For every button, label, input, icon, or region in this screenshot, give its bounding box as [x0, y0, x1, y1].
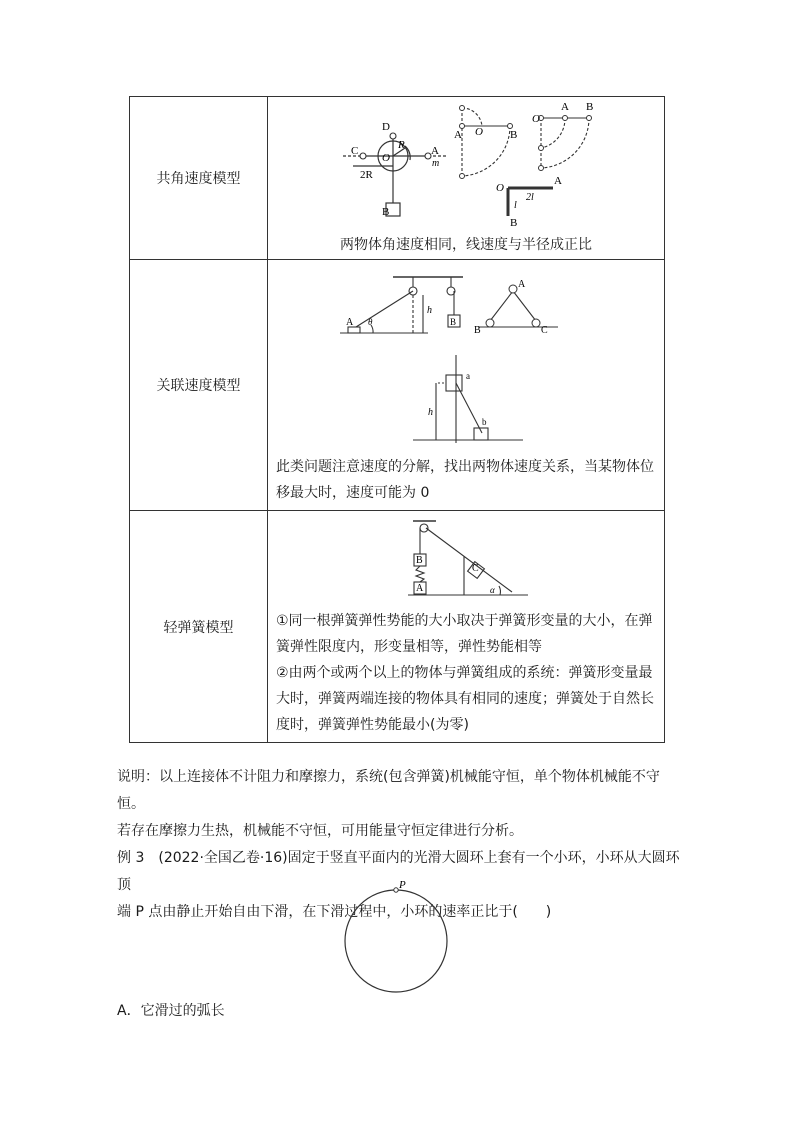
text-line: ①同一根弹簧弹性势能的大小取决于弹簧形变量的大小，在弹: [276, 612, 653, 629]
label-A2: A: [518, 278, 526, 290]
label-A: A: [346, 316, 354, 328]
text-line: 移最大时，速度可能为 0: [276, 484, 430, 501]
label-B3: B: [586, 101, 594, 113]
label-R: R: [398, 139, 405, 151]
label-A2: A: [454, 129, 462, 141]
label-B: B: [450, 316, 457, 327]
row-label: 共角速度模型: [130, 97, 268, 260]
label-B2: B: [510, 129, 518, 141]
spring-figure: [268, 516, 664, 604]
note-line: 说明：以上连接体不计阻力和摩擦力，系统(包含弹簧)机械能守恒，单个物体机械能不守恒。: [117, 769, 660, 812]
text-line: 大时，弹簧两端连接的物体具有相同的速度；弹簧处于自然长: [276, 690, 654, 707]
label-D: D: [382, 121, 390, 133]
label-theta: θ: [368, 316, 373, 327]
label-A3: A: [561, 101, 569, 113]
text-line: 度时，弹簧弹性势能最小(为零): [276, 716, 469, 733]
example-line: 端 P 点由静止开始自由下滑，在下滑过程中，小环的速率正比于( ): [117, 904, 552, 920]
example-line: 例 3 (2022·全国乙卷·16)固定于竖直平面内的光滑大圆环上套有一个小环，小环从大圆环顶: [117, 850, 680, 893]
label-a: a: [466, 370, 470, 381]
associated-velocity-figure: [268, 265, 664, 450]
label-B: B: [416, 554, 423, 566]
label-b: b: [482, 416, 487, 427]
text-line: 簧弹性限度内，形变量相等，弹性势能相等: [276, 638, 542, 655]
table-row: [130, 97, 665, 260]
text-line: 此类问题注意速度的分解，找出两物体速度关系，当某物体位: [276, 458, 654, 475]
label-A4: A: [554, 175, 562, 187]
label-O4: O: [496, 182, 504, 194]
label-m: m: [432, 158, 440, 169]
label-2l: 2l: [526, 192, 534, 203]
row-content: [268, 511, 665, 743]
label-h: h: [427, 304, 432, 316]
label-C: C: [351, 145, 359, 157]
label-l: l: [514, 200, 517, 211]
label-A: A: [431, 145, 439, 157]
row-text: [268, 454, 664, 506]
circle-figure: [336, 876, 466, 996]
label-B: B: [382, 206, 390, 218]
row-caption: 两物体角速度相同，线速度与半径成正比: [340, 237, 592, 253]
text-line: ②由两个或两个以上的物体与弹簧组成的系统：弹簧形变量最: [276, 664, 653, 681]
row-text: [268, 608, 664, 738]
row-content: [268, 260, 665, 511]
label-O2: O: [475, 126, 483, 138]
label-O3: O: [532, 113, 540, 125]
label-C: C: [472, 562, 479, 574]
label-O: O: [382, 152, 390, 164]
row-label: 关联速度模型: [130, 260, 268, 511]
label-B4: B: [510, 217, 518, 228]
row-content: [268, 97, 665, 260]
label-C2: C: [541, 324, 548, 336]
label-P: P: [399, 879, 406, 891]
label-2R: 2R: [360, 169, 373, 181]
label-B2: B: [474, 324, 481, 336]
table-row: [130, 511, 665, 743]
label-A: A: [416, 582, 424, 594]
option-a: A．它滑过的弧长: [117, 1003, 225, 1019]
angular-velocity-figure: [268, 98, 664, 228]
models-table: [129, 96, 665, 743]
label-h2: h: [428, 406, 433, 418]
row-label: 轻弹簧模型: [130, 511, 268, 743]
table-row: [130, 260, 665, 511]
label-alpha: α: [490, 584, 495, 595]
note-line: 若存在摩擦力生热，机械能不守恒，可用能量守恒定律进行分析。: [117, 823, 523, 839]
